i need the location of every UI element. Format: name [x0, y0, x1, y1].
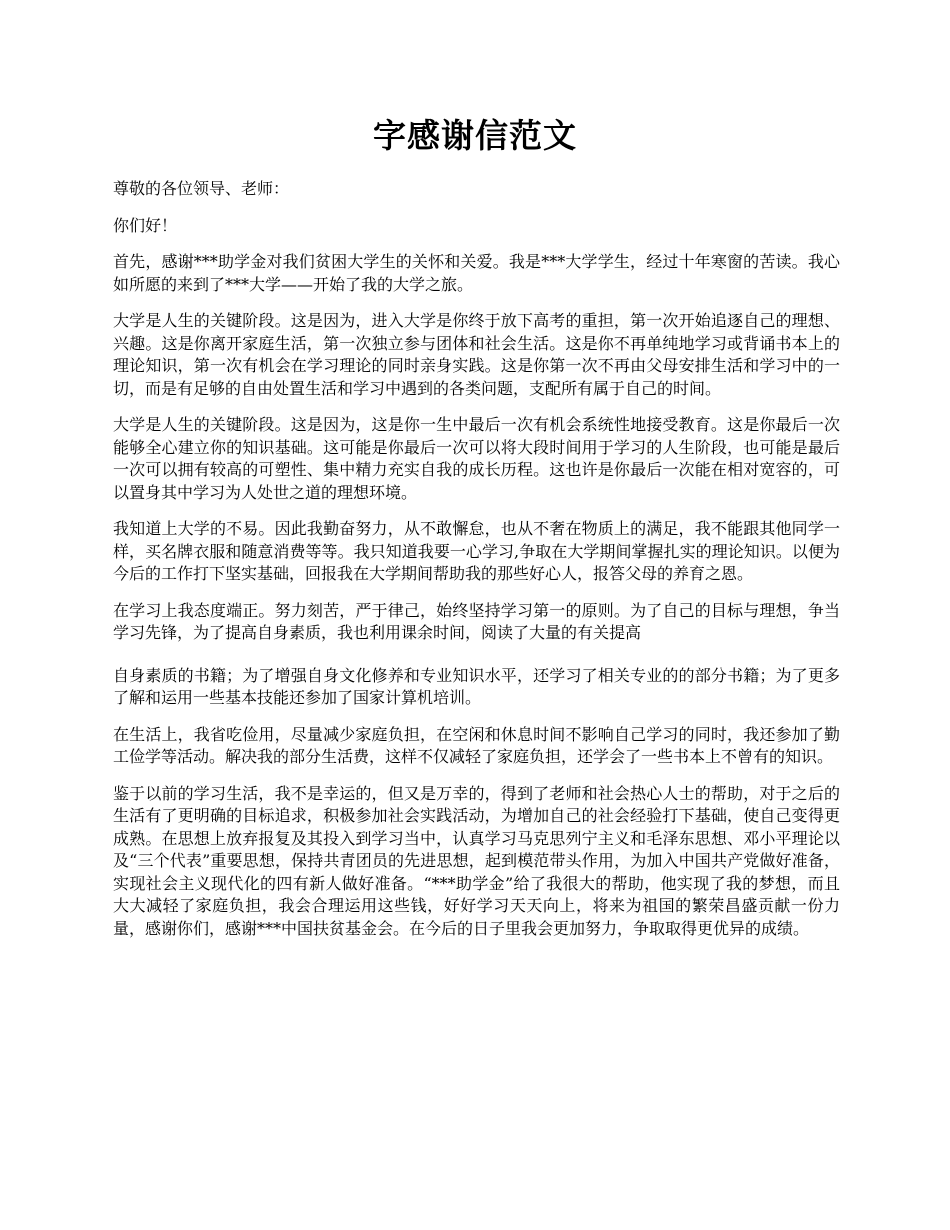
paragraph-life-frugal: 在生活上，我省吃俭用，尽量减少家庭负担，在空闲和休息时间不影响自己学习的同时，我还参加了勤工俭学等活动。解决我的部分生活费，这样不仅减轻了家庭负担，还学会了一些书本上不曾有的知识。 — [113, 724, 840, 766]
document-title: 字感谢信范文 — [373, 116, 577, 155]
paragraph-university-stage-1: 大学是人生的关键阶段。这是因为，进入大学是你终于放下高考的重担，第一次开始追逐自己的理想、兴趣。这是你离开家庭生活，第一次独立参与团体和社会生活。这是你不再单纯地学习或背诵书本上的理论知识，第一次有机会在学习理论的同时亲身实践。这是你第一次不再由父母安排生活和学习中的一切，而是有足够的自由处置生活和学习中遇到的各类问题，支配所有属于自己的时间。 — [113, 311, 840, 398]
letter-body — [113, 178, 840, 954]
paragraph-study-attitude-continued: 自身素质的书籍；为了增强自身文化修养和专业知识水平，还学习了相关专业的的部分书籍；为了更多了解和运用一些基本技能还参加了国家计算机培训。 — [113, 665, 840, 707]
paragraph-study-attitude: 在学习上我态度端正。努力刻苦，严于律己，始终坚持学习第一的原则。为了自己的目标与理想，争当学习先锋，为了提高自身素质，我也利用课余时间，阅读了大量的有关提高 — [113, 600, 840, 642]
greeting: 你们好！ — [113, 215, 178, 235]
salutation: 尊敬的各位领导、老师： — [113, 179, 290, 198]
paragraph-university-stage-2: 大学是人生的关键阶段。这是因为，这是你一生中最后一次有机会系统性地接受教育。这是你最后一次能够全心建立你的知识基础。这可能是你最后一次可以将大段时间用于学习的人生阶段，也可能是最后一次可以拥有较高的可塑性、集中精力充实自我的成长历程。这也许是你最后一次能在相对宽容的，可以置身其中学习为人处世之道的理想环境。 — [113, 415, 840, 502]
paragraph-conclusion: 鉴于以前的学习生活，我不是幸运的，但又是万幸的，得到了老师和社会热心人士的帮助，对于之后的生活有了更明确的目标追求，积极参加社会实践活动，为增加自己的社会经验打下基础，使自己变得更成熟。在思想上放弃报复及其投入到学习当中，认真学习马克思列宁主义和毛泽东思想、邓小平理论以及“三个代表”重要思想，保持共青团员的先进思想，起到模范带头作用，为加入中国共产党做好准备，实现社会主义现代化的四有新人做好准备。“***助学金”给了我很大的帮助，他实现了我的梦想，而且大大减轻了家庭负担，我会合理运用这些钱，好好学习天天向上，将来为祖国的繁荣昌盛贡献一份力量，感谢你们，感谢***中国扶贫基金会。在今后的日子里我会更加努力，争取取得更优异的成绩。 — [113, 783, 840, 938]
paragraph-thanks: 首先，感谢***助学金对我们贫困大学生的关怀和关爱。我是***大学学生，经过十年寒窗的苦读。我心如所愿的来到了***大学——开始了我的大学之旅。 — [113, 252, 840, 294]
paragraph-hard-work: 我知道上大学的不易。因此我勤奋努力，从不敢懈怠，也从不奢在物质上的满足，我不能跟其他同学一样，买名牌衣服和随意消费等等。我只知道我要一心学习,争取在大学期间掌握扎实的理论知识。以便为今后的工作打下坚实基础，回报我在大学期间帮助我的那些好心人，报答父母的养育之恩。 — [113, 519, 840, 583]
